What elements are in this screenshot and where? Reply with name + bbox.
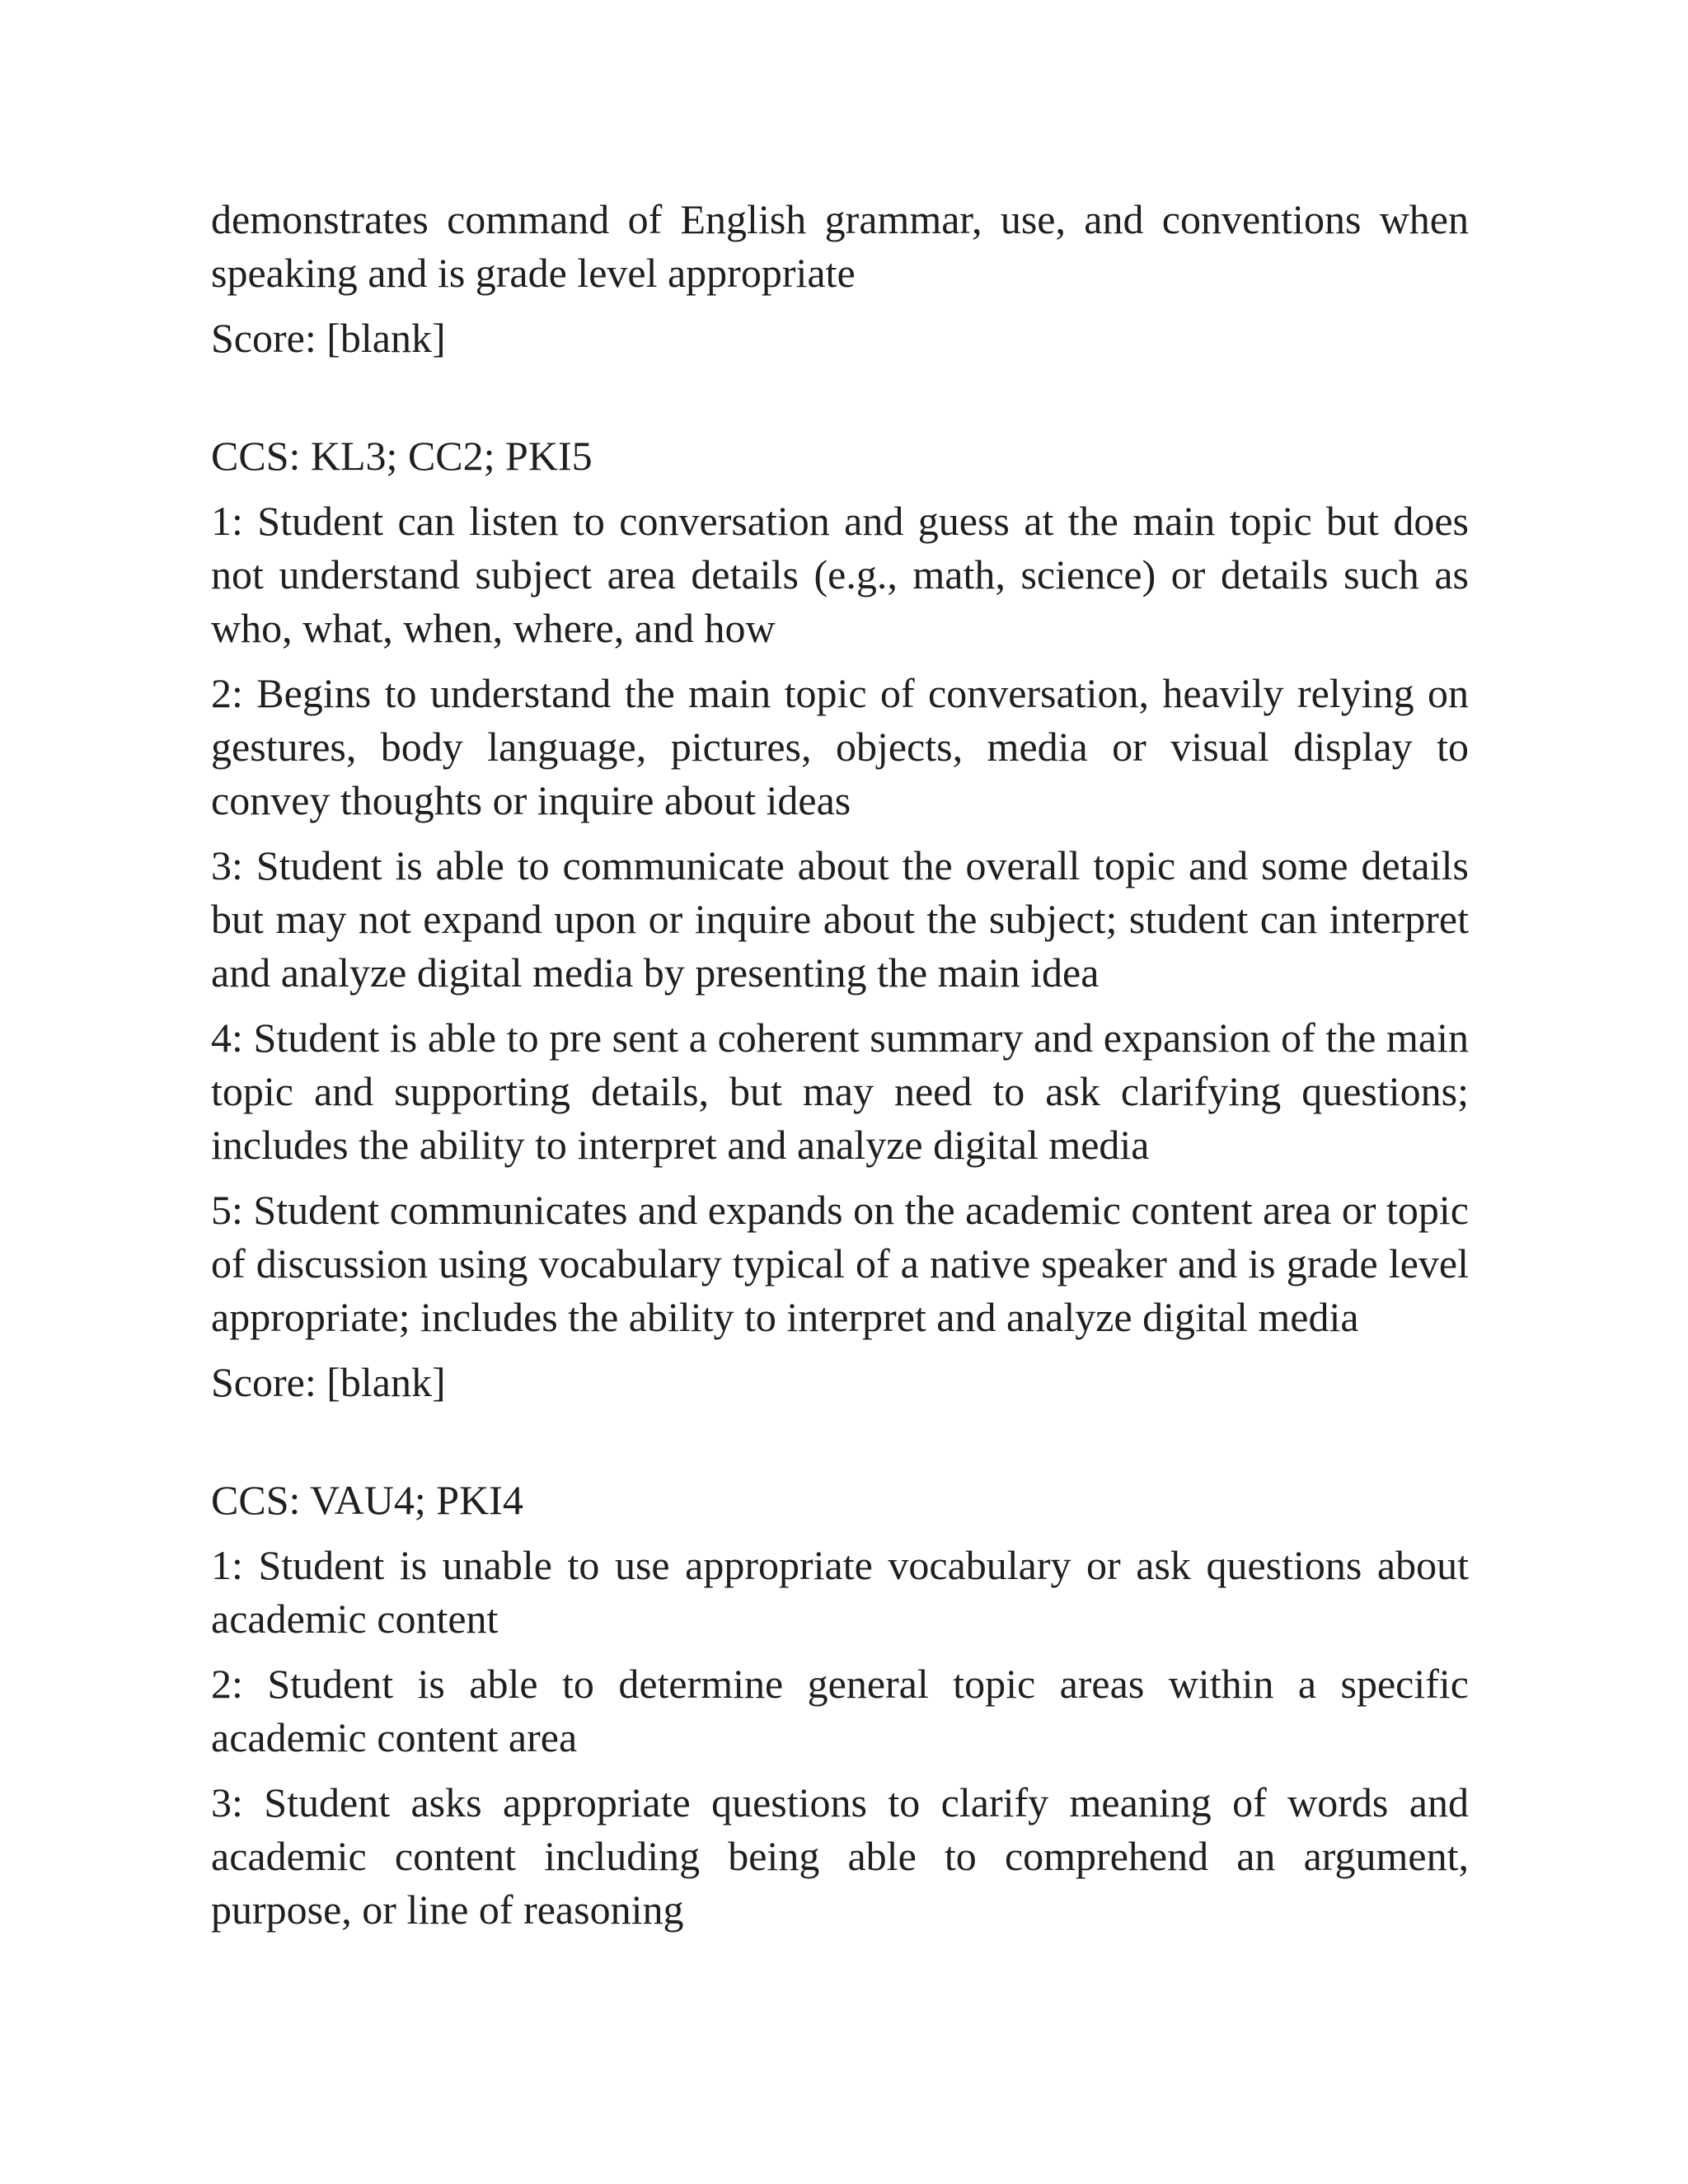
section-1-level-1: 1: Student can listen to conversation and guess at the main topic but does not understand subject area details (e.g., math, science) or details such as who, what, when, where, and how [211,498,1469,651]
section-1-level-4: 4: Student is able to pre sent a coherent summary and expansion of the main topic and supporting details, but may need to ask clarifying questions; includes the ability to interpret and analyze digital media [211,1015,1469,1168]
section-1-ccs-heading: CCS: KL3; CC2; PKI5 [211,433,593,479]
section-1-level-2: 2: Begins to understand the main topic of conversation, heavily relying on gestures, body language, pictures, objects, media or visual display to convey thoughts or inquire about ideas [211,670,1469,823]
section-2-ccs-heading: CCS: VAU4; PKI4 [211,1477,523,1523]
section-1-score: Score: [blank] [211,1359,446,1405]
section-2-level-1: 1: Student is unable to use appropriate vocabulary or ask questions about academic content [211,1542,1469,1642]
document-body [211,193,1469,1937]
section-2-level-3: 3: Student asks appropriate questions to clarify meaning of words and academic content including being able to comprehend an argument, purpose, or line of reasoning [211,1779,1469,1933]
section-1-level-5: 5: Student communicates and expands on the academic content area or topic of discussion using vocabulary typical of a native speaker and is grade level appropriate; includes the ability to interpret and analyze digital media [211,1187,1469,1340]
intro-paragraph: demonstrates command of English grammar, use, and conventions when speaking and is grade level appropriate [211,196,1469,296]
section-2-level-2: 2: Student is able to determine general topic areas within a specific academic content area [211,1661,1469,1760]
section-1-level-3: 3: Student is able to communicate about the overall topic and some details but may not expand upon or inquire about the subject; student can interpret and analyze digital media by presenting the main idea [211,842,1469,996]
intro-score: Score: [blank] [211,315,446,361]
